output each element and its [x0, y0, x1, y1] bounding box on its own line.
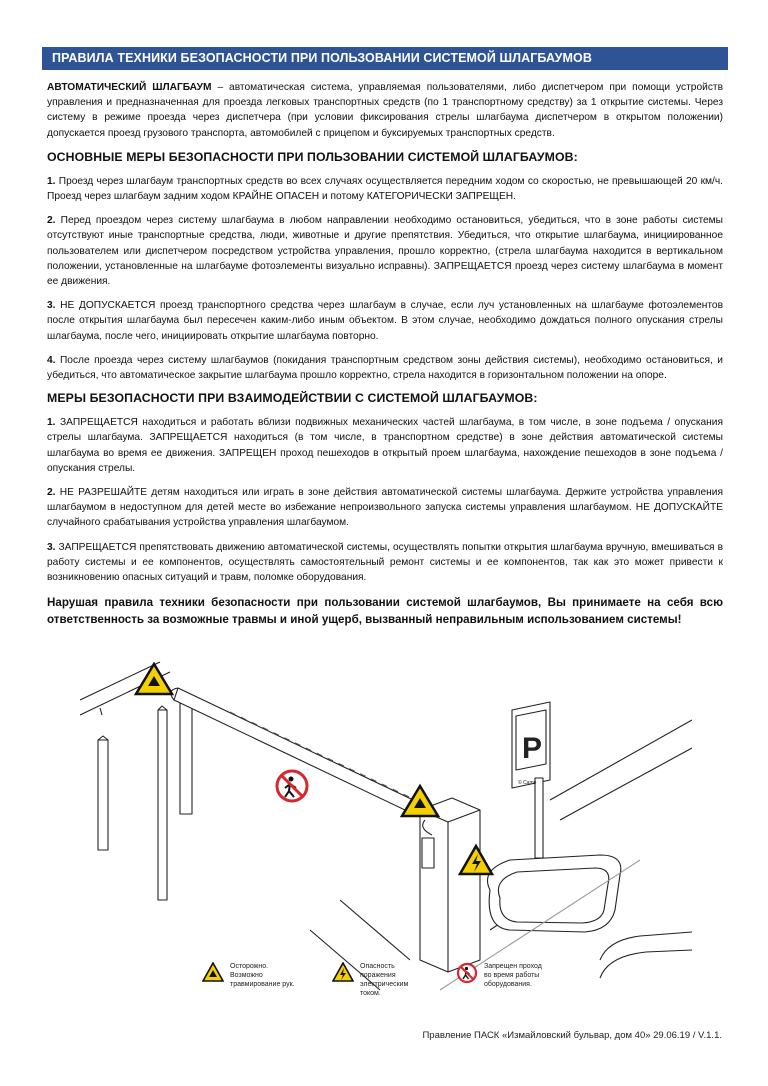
bollard	[98, 736, 108, 850]
legend-text: Запрещен проход во время работы оборудования.	[484, 963, 542, 988]
rule-number: 1.	[47, 175, 56, 187]
rule-number: 1.	[47, 417, 56, 429]
section1-heading: ОСНОВНЫЕ МЕРЫ БЕЗОПАСНОСТИ ПРИ ПОЛЬЗОВАНИИ СИСТЕМОЙ ШЛАГБАУМОВ:	[47, 149, 578, 164]
legend-text: Осторожно. Возможно травмирование рук.	[230, 963, 295, 988]
intro-term: АВТОМАТИЧЕСКИЙ ШЛАГБАУМ	[47, 82, 212, 93]
rule-text: ЗАПРЕЩАЕТСЯ препятствовать движению автоматической системы, осуществлять попытки открытия шлагбаума вручную, вмешиваться в работу системы и ее компонентов, осуществлять самостоятельный ремонт системы и ее компонентов, так как это может привести к возникновению опасных ситуаций и травм, поломке оборудования.	[47, 541, 723, 584]
rule-text: НЕ ДОПУСКАЕТСЯ проезд транспортного средства через шлагбаум в случае, если луч установленных на шлагбауме фотоэлементов после открытия шлагбаума был пересечен каким-либо иным объектом. В этом случае, необходимо дождаться полного опускания стрелы шлагбаума, после чего, инициировать открытие шлагбаума повторно.	[47, 300, 723, 342]
rule-text: После проезда через систему шлагбаумов (покидания транспортным средством зоны действия системы), необходимо остановиться, и убедиться, что автоматическое закрытие шлагбаума прошло корректно, стрела находится в горизонтальном положении на опоре.	[47, 354, 723, 382]
hand-crush-warning-icon	[202, 962, 224, 982]
photocell-post	[180, 692, 192, 814]
legend-text: Опасность поражения электрическим током.	[360, 963, 409, 997]
page-title-banner: ПРАВИЛА ТЕХНИКИ БЕЗОПАСНОСТИ ПРИ ПОЛЬЗОВАНИИ СИСТЕМОЙ ШЛАГБАУМОВ	[42, 47, 728, 70]
traffic-island	[488, 855, 621, 932]
rule-text: Перед проездом через систему шлагбаума в любом направлении необходимо остановиться, убедиться, что в зоне работы системы отсутствуют иные транспортные средства, люди, животные и другие препятствия. Убедиться, что открытие шлагбаума, инициированное пользователем или диспетчером посредством устройства управления, прошло корректно, (стрела шлагбаума находится в вертикальном положении, установленные на шлагбауме фотоэлементы визуально исправны). ЗАПРЕЩАЕТСЯ проезд через систему шлагбаума в момент ее движения.	[47, 215, 723, 288]
no-pedestrian-icon	[277, 771, 307, 801]
rule-number: 2.	[47, 487, 56, 499]
electric-shock-warning-icon	[332, 962, 354, 982]
rule-text: Проезд через шлагбаум транспортных средств во всех случаях осуществляется передним ходом со скоростью, не превышающей 20 км/ч. Проезд через шлагбаум задним ходом КРАЙНЕ ОПАСЕН и потому КАТЕГОРИЧЕСКИ ЗАПРЕЩЕН.	[47, 175, 723, 203]
rule-text: ЗАПРЕЩАЕТСЯ находиться и работать вблизи подвижных механических частей шлагбаума, в том числе, в зоне подъема / опускания стрелы шлагбаума. ЗАПРЕЩАЕТСЯ находиться (в том числе, в транспортном средстве) в зоне действия автоматической системы шлагбаума во время ее движения. ЗАПРЕЩЕН проход пешеходов в открытый проем шлагбаума, нахождение пешеходов в зоне подъема / опускания стрелы.	[47, 417, 723, 474]
rule-number: 3.	[47, 541, 56, 553]
barrier-illustration	[80, 660, 692, 1000]
intro-paragraph	[47, 80, 723, 141]
section1-rule	[47, 213, 723, 289]
rule-number: 4.	[47, 354, 56, 366]
intro-text: – автоматическая система, управляемая пользователями, либо диспетчером при помощи устройств управления и предназначенная для проезда легковых транспортных средств (по 1 транспортному средству) за 1 открытие системы. Через систему в режиме проезда через диспетчера (при условии фиксирования стрелы шлагбаума диспетчером в открытом положении) допускается проезд грузового транспорта, автомобилей с прицепом и буксируемых транспортных средств.	[47, 82, 723, 139]
section1-rule	[47, 174, 723, 204]
photocell-post	[158, 706, 167, 900]
no-pedestrian-icon	[456, 962, 478, 984]
section1-rule	[47, 353, 723, 383]
document-footer: Правление ПАСК «Измайловский бульвар, дом 40» 29.06.19 / V.1.1.	[422, 1030, 722, 1041]
rule-text: НЕ РАЗРЕШАЙТЕ детям находиться или играть в зоне действия автоматической системы шлагбаума. Держите устройства управления шлагбаумом в недоступном для детей месте во избежание непроизвольного запуска системы управления шлагбаумом. НЕ ДОПУСКАЙТЕ случайного срабатывания устройства управления шлагбаумом.	[47, 487, 723, 529]
legend-item	[456, 962, 548, 989]
section2-rule	[47, 485, 723, 531]
barrier-housing	[420, 798, 480, 972]
section2-rule	[47, 415, 723, 476]
document-body	[47, 80, 723, 628]
section2-rule	[47, 540, 723, 586]
legend-item	[202, 962, 296, 989]
legend-item	[332, 962, 430, 998]
parking-letter: P	[522, 732, 543, 765]
sign-brand: © Came	[518, 780, 537, 786]
responsibility-warning: Нарушая правила техники безопасности при пользовании системой шлагбаумов, Вы принимаете на себя всю ответственность за возможные травмы и иной ущерб, вызванный неправильным использованием системы!	[47, 596, 723, 627]
section1-rule	[47, 298, 723, 344]
rule-number: 2.	[47, 215, 56, 227]
section2-heading: МЕРЫ БЕЗОПАСНОСТИ ПРИ ВЗАИМОДЕЙСТВИИ С СИСТЕМОЙ ШЛАГБАУМОВ:	[47, 391, 538, 406]
hand-crush-warning-icon	[136, 664, 172, 694]
rule-number: 3.	[47, 300, 56, 312]
